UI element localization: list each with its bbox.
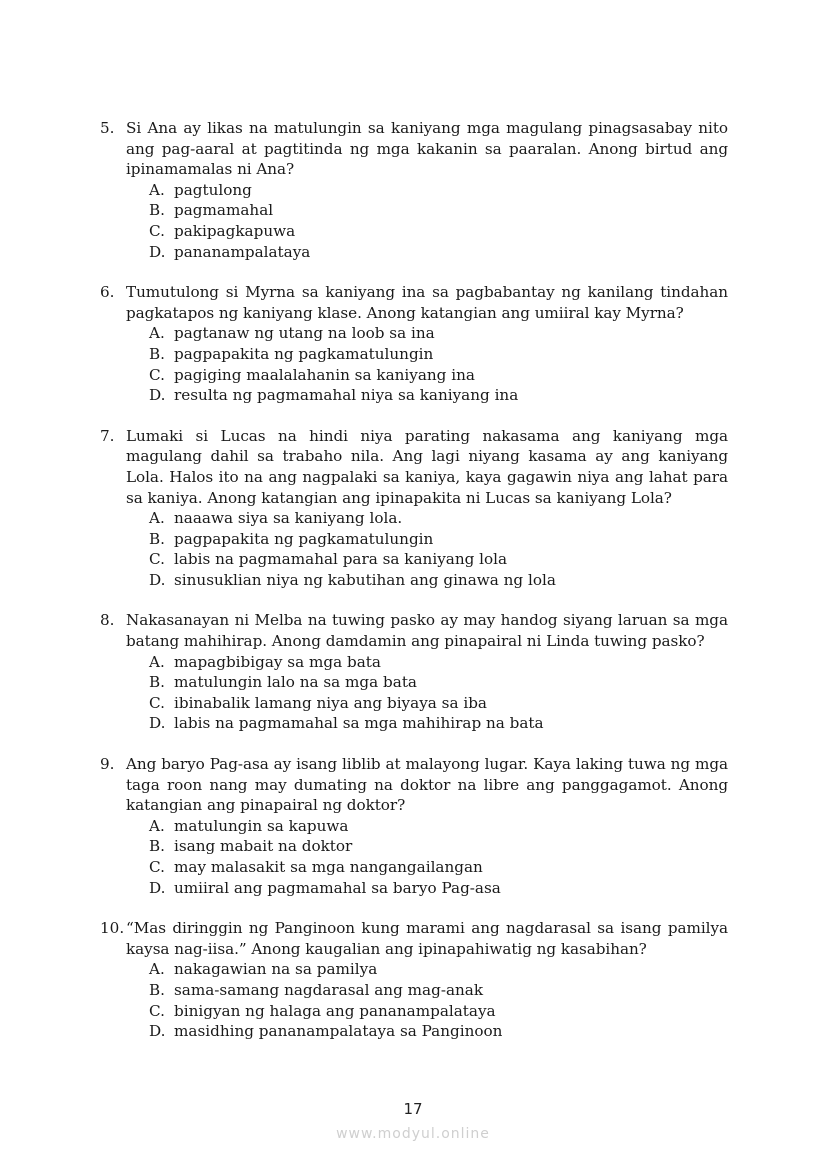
page-number: 17 xyxy=(403,1100,423,1118)
answer-choice xyxy=(149,816,728,837)
answer-choice xyxy=(149,221,728,242)
answer-choice xyxy=(149,1001,728,1022)
choice-letter: B. xyxy=(149,673,165,692)
choice-text: umiiral ang pagmamahal sa baryo Pag-asa xyxy=(174,878,501,897)
choice-text: may malasakit sa mga nangangailangan xyxy=(174,858,483,876)
choice-letter: C. xyxy=(149,693,165,712)
answer-choice xyxy=(149,836,728,857)
choice-text: matulungin lalo na sa mga bata xyxy=(174,673,417,692)
choice-letter: D. xyxy=(149,570,166,589)
choice-text: pagpapakita ng pagkamatulungin xyxy=(174,344,434,363)
choice-list xyxy=(100,652,728,734)
choice-text: resulta ng pagmamahal niya sa kaniyang ina xyxy=(174,386,519,405)
choice-letter: B. xyxy=(149,201,165,220)
question-number: 6. xyxy=(100,283,115,302)
choice-letter: D. xyxy=(149,242,166,261)
question-text: Ang baryo Pag-asa ay isang liblib at malayong lugar. Kaya laking tuwa ng mga taga roon nang may dumating na doktor na libre ang panggagamot. Anong katangian ang pinapairal ng doktor? xyxy=(126,755,728,815)
answer-choice xyxy=(149,323,728,344)
choice-letter: B. xyxy=(149,980,165,999)
question-text: Lumaki si Lucas na hindi niya parating nakasama ang kaniyang mga magulang dahil sa trabaho nila. Ang lagi niyang kasama ay ang kaniyang Lola. Halos ito na ang nagpalaki sa kaniya, kaya gagawin niya ang lahat para sa kaniya. Anong katangian ang ipinapakita ni Lucas sa kaniyang Lola? xyxy=(126,426,728,507)
choice-text: labis na pagmamahal sa mga mahihirap na bata xyxy=(174,714,544,733)
answer-choice xyxy=(149,529,728,550)
choice-text: pagtulong xyxy=(174,180,252,199)
answer-choice xyxy=(149,180,728,201)
answer-choice xyxy=(149,344,728,365)
question-item xyxy=(100,754,728,898)
question-item xyxy=(100,426,728,591)
question-number: 7. xyxy=(100,426,115,445)
answer-choice xyxy=(149,385,728,406)
choice-text: pagtanaw ng utang na loob sa ina xyxy=(174,324,435,343)
choice-list xyxy=(100,816,728,898)
answer-choice xyxy=(149,242,728,263)
choice-text: pakipagkapuwa xyxy=(174,221,296,240)
choice-letter: C. xyxy=(149,221,165,240)
question-stem xyxy=(100,426,728,508)
choice-list xyxy=(100,508,728,590)
choice-letter: C. xyxy=(149,365,165,384)
answer-choice xyxy=(149,570,728,591)
choice-text: masidhing pananampalataya sa Panginoon xyxy=(174,1022,503,1041)
question-item xyxy=(100,118,728,262)
choice-text: pagpapakita ng pagkamatulungin xyxy=(174,529,434,548)
question-list xyxy=(100,118,728,1062)
choice-text: nakagawian na sa pamilya xyxy=(174,960,378,979)
choice-text: matulungin sa kapuwa xyxy=(174,816,349,835)
choice-text: isang mabait na doktor xyxy=(174,837,353,856)
choice-letter: B. xyxy=(149,529,165,548)
question-stem xyxy=(100,610,728,651)
answer-choice xyxy=(149,959,728,980)
question-number: 9. xyxy=(100,755,115,774)
choice-list xyxy=(100,959,728,1041)
choice-letter: D. xyxy=(149,1022,166,1041)
answer-choice xyxy=(149,878,728,899)
choice-text: ibinabalik lamang niya ang biyaya sa iba xyxy=(174,693,487,712)
watermark: www.modyul.online xyxy=(336,1126,490,1142)
choice-letter: A. xyxy=(149,324,165,343)
choice-letter: A. xyxy=(149,652,165,671)
question-stem xyxy=(100,282,728,323)
choice-letter: C. xyxy=(149,1001,165,1020)
question-item xyxy=(100,918,728,1042)
choice-letter: A. xyxy=(149,509,165,528)
question-text: Tumutulong si Myrna sa kaniyang ina sa pagbabantay ng kanilang tindahan pagkatapos ng kaniyang klase. Anong katangian ang umiiral kay Myrna? xyxy=(126,283,728,322)
answer-choice xyxy=(149,980,728,1001)
choice-text: pananampalataya xyxy=(174,242,311,261)
choice-text: naaawa siya sa kaniyang lola. xyxy=(174,509,403,528)
answer-choice xyxy=(149,508,728,529)
question-stem xyxy=(100,754,728,816)
answer-choice xyxy=(149,1021,728,1042)
choice-text: sinusuklian niya ng kabutihan ang ginawa ng lola xyxy=(174,570,556,589)
question-number: 10. xyxy=(100,919,125,938)
question-text: Si Ana ay likas na matulungin sa kaniyang mga magulang pinagsasabay nito ang pag-aaral at pagtitinda ng mga kakanin sa paaralan. Anong birtud ang ipinamamalas ni Ana? xyxy=(126,119,728,179)
answer-choice xyxy=(149,549,728,570)
choice-letter: C. xyxy=(149,550,165,569)
choice-letter: B. xyxy=(149,837,165,856)
choice-letter: D. xyxy=(149,714,166,733)
question-text: “Mas diringgin ng Panginoon kung marami ang nagdarasal sa isang pamilya kaysa nag-iisa.” Anong kaugalian ang ipinapahiwatig ng kasabihan? xyxy=(126,919,728,958)
question-text: Nakasanayan ni Melba na tuwing pasko ay may handog siyang laruan sa mga batang mahihirap. Anong damdamin ang pinapairal ni Linda tuwing pasko? xyxy=(126,611,728,651)
choice-letter: A. xyxy=(149,180,165,199)
choice-letter: D. xyxy=(149,386,166,405)
choice-list xyxy=(100,180,728,262)
question-stem xyxy=(100,118,728,180)
question-number: 5. xyxy=(100,119,115,137)
choice-text: mapagbibigay sa mga bata xyxy=(174,652,381,671)
question-item xyxy=(100,610,728,734)
choice-text: pagmamahal xyxy=(174,201,274,220)
choice-letter: A. xyxy=(149,816,165,835)
choice-letter: D. xyxy=(149,878,166,897)
answer-choice xyxy=(149,672,728,693)
answer-choice xyxy=(149,693,728,714)
choice-text: pagiging maalalahanin sa kaniyang ina xyxy=(174,365,475,384)
choice-letter: C. xyxy=(149,858,165,876)
choice-text: sama-samang nagdarasal ang mag-anak xyxy=(174,980,484,999)
question-item xyxy=(100,282,728,406)
choice-letter: A. xyxy=(149,960,165,979)
choice-text: labis na pagmamahal para sa kaniyang lola xyxy=(174,550,508,569)
choice-text: binigyan ng halaga ang pananampalataya xyxy=(174,1001,496,1020)
answer-choice xyxy=(149,652,728,673)
choice-letter: B. xyxy=(149,344,165,363)
question-stem xyxy=(100,918,728,959)
answer-choice xyxy=(149,365,728,386)
answer-choice xyxy=(149,200,728,221)
answer-choice xyxy=(149,713,728,734)
question-number: 8. xyxy=(100,611,115,630)
choice-list xyxy=(100,323,728,405)
answer-choice xyxy=(149,857,728,878)
